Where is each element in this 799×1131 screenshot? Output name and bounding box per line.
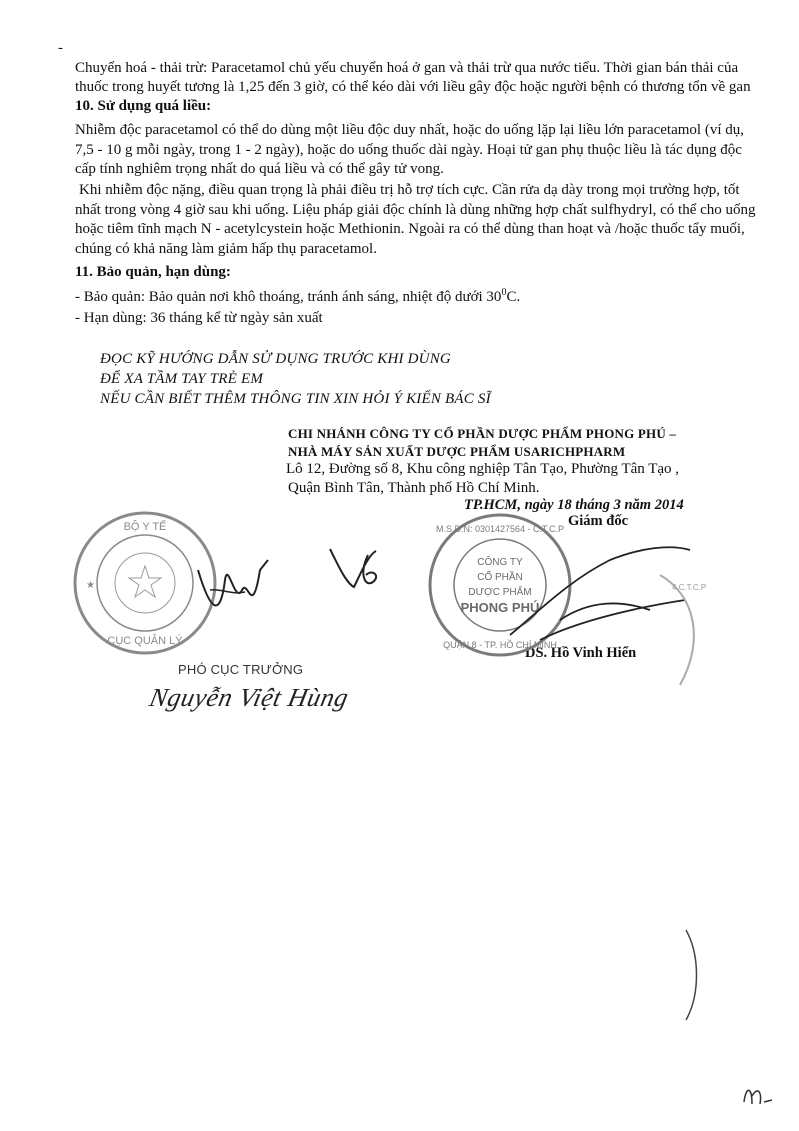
storage-line: - Bảo quản: Bảo quản nơi khô thoáng, tránh ánh sáng, nhiệt độ dưới $30^0C$.	[75, 287, 521, 305]
warning-ask-doctor: NẾU CẦN BIẾT THÊM THÔNG TIN XIN HỎI Ý KIẾN BÁC SĨ	[100, 391, 491, 407]
warning-keep-away-children: ĐỂ XA TẦM TAY TRẺ EM	[100, 371, 264, 387]
svg-text:CỔ PHẦN: CỔ PHẦN	[477, 572, 523, 583]
overdose-heading: 10. Sử dụng quá liều:	[75, 98, 212, 114]
company-name-line-1: CHI NHÁNH CÔNG TY CỔ PHẦN DƯỢC PHẨM PHONG PHÚ –	[288, 426, 677, 441]
authority-name: Nguyễn Việt Hùng	[147, 683, 352, 712]
svg-text:BỘ Y TẾ: BỘ Y TẾ	[123, 521, 167, 533]
overdose-paragraph-2: Khi nhiễm độc nặng, điều quan trọng là phải điều trị hỗ trợ tích cực. Cần rửa dạ dày trong mọi trường hợp, tốt nhất trong vòng 4 giờ sau khi uống. Liệu pháp giải độc chính là dùng những hợp chất sulfhydryl, có thể cho uống hoặc tiêm tĩnh mạch N - acetylcystein hoặc Methionin. Ngoài ra có thể dùng than hoạt và /hoặc thuốc tẩy muối, chúng có khả năng làm giảm hấp thụ paracetamol.	[75, 182, 756, 257]
svg-text:CÔNG TY: CÔNG TY	[477, 557, 523, 568]
svg-text:4.C.T.C.P: 4.C.T.C.P	[672, 583, 707, 592]
page-initial-mark	[740, 1082, 780, 1112]
svg-text:QUẬN 8 - TP. HỒ CHÍ MINH: QUẬN 8 - TP. HỒ CHÍ MINH	[443, 640, 557, 650]
metabolism-paragraph: - Chuyển hoá - thải trừ: Paracetamol chủ yếu chuyển hoá ở gan và thải trừ qua nước tiểu. Thời gian bán thải của thuốc trong huyết tương là 1,25 đến 3 giờ, có thể kéo dài với liều gây độc hoặc người bệnh có thương tổn về gan	[58, 40, 751, 95]
overdose-paragraph-1: Nhiễm độc paracetamol có thể do dùng một liều độc duy nhất, hoặc do uống lặp lại liều lớn paracetamol (ví dụ, 7,5 - 10 g mỗi ngày, trong 1 - 2 ngày), hoặc do uống thuốc dài ngày. Hoại tử gan phụ thuộc liều là tác dụng độc cấp tính nghiêm trọng nhất do quá liều và có thể gây tử vong.	[75, 122, 744, 177]
storage-heading: 11. Bảo quản, hạn dùng:	[75, 264, 231, 280]
initial-mark	[328, 545, 398, 595]
company-name-line-2: NHÀ MÁY SẢN XUẤT DƯỢC PHẨM USARICHPHARM	[288, 444, 626, 459]
svg-text:★: ★	[86, 580, 95, 591]
svg-text:DƯỢC PHẨM: DƯỢC PHẨM	[468, 587, 532, 598]
expiry-line: - Hạn dùng: 36 tháng kể từ ngày sản xuất	[75, 310, 323, 326]
dash-marker: -	[58, 40, 63, 56]
warning-read-instructions: ĐỌC KỸ HƯỚNG DẪN SỬ DỤNG TRƯỚC KHI DÙNG	[100, 351, 451, 367]
authority-signature	[190, 550, 280, 630]
margin-stamp-fragment	[650, 570, 710, 690]
signer-name: DS. Hồ Vinh Hiển	[525, 645, 637, 661]
company-address-line-1: Lô 12, Đường số 8, Khu công nghiệp Tân Tạo, Phường Tân Tạo ,	[286, 461, 680, 477]
svg-text:PHONG PHÚ: PHONG PHÚ	[460, 600, 540, 615]
authority-title: PHÓ CỤC TRƯỞNG	[178, 662, 304, 677]
svg-text:CỤC QUẢN LÝ: CỤC QUẢN LÝ	[107, 635, 183, 647]
company-address-line-2: Quận Bình Tân, Thành phố Hồ Chí Minh.	[288, 480, 540, 496]
scan-mark-bracket	[678, 925, 708, 1025]
signer-title: Giám đốc	[568, 513, 629, 529]
signing-date: TP.HCM, ngày 18 tháng 3 năm 2014	[464, 497, 684, 513]
svg-text:M.S.D.N: 0301427564 - C.T.C.P: M.S.D.N: 0301427564 - C.T.C.P	[435, 524, 565, 534]
